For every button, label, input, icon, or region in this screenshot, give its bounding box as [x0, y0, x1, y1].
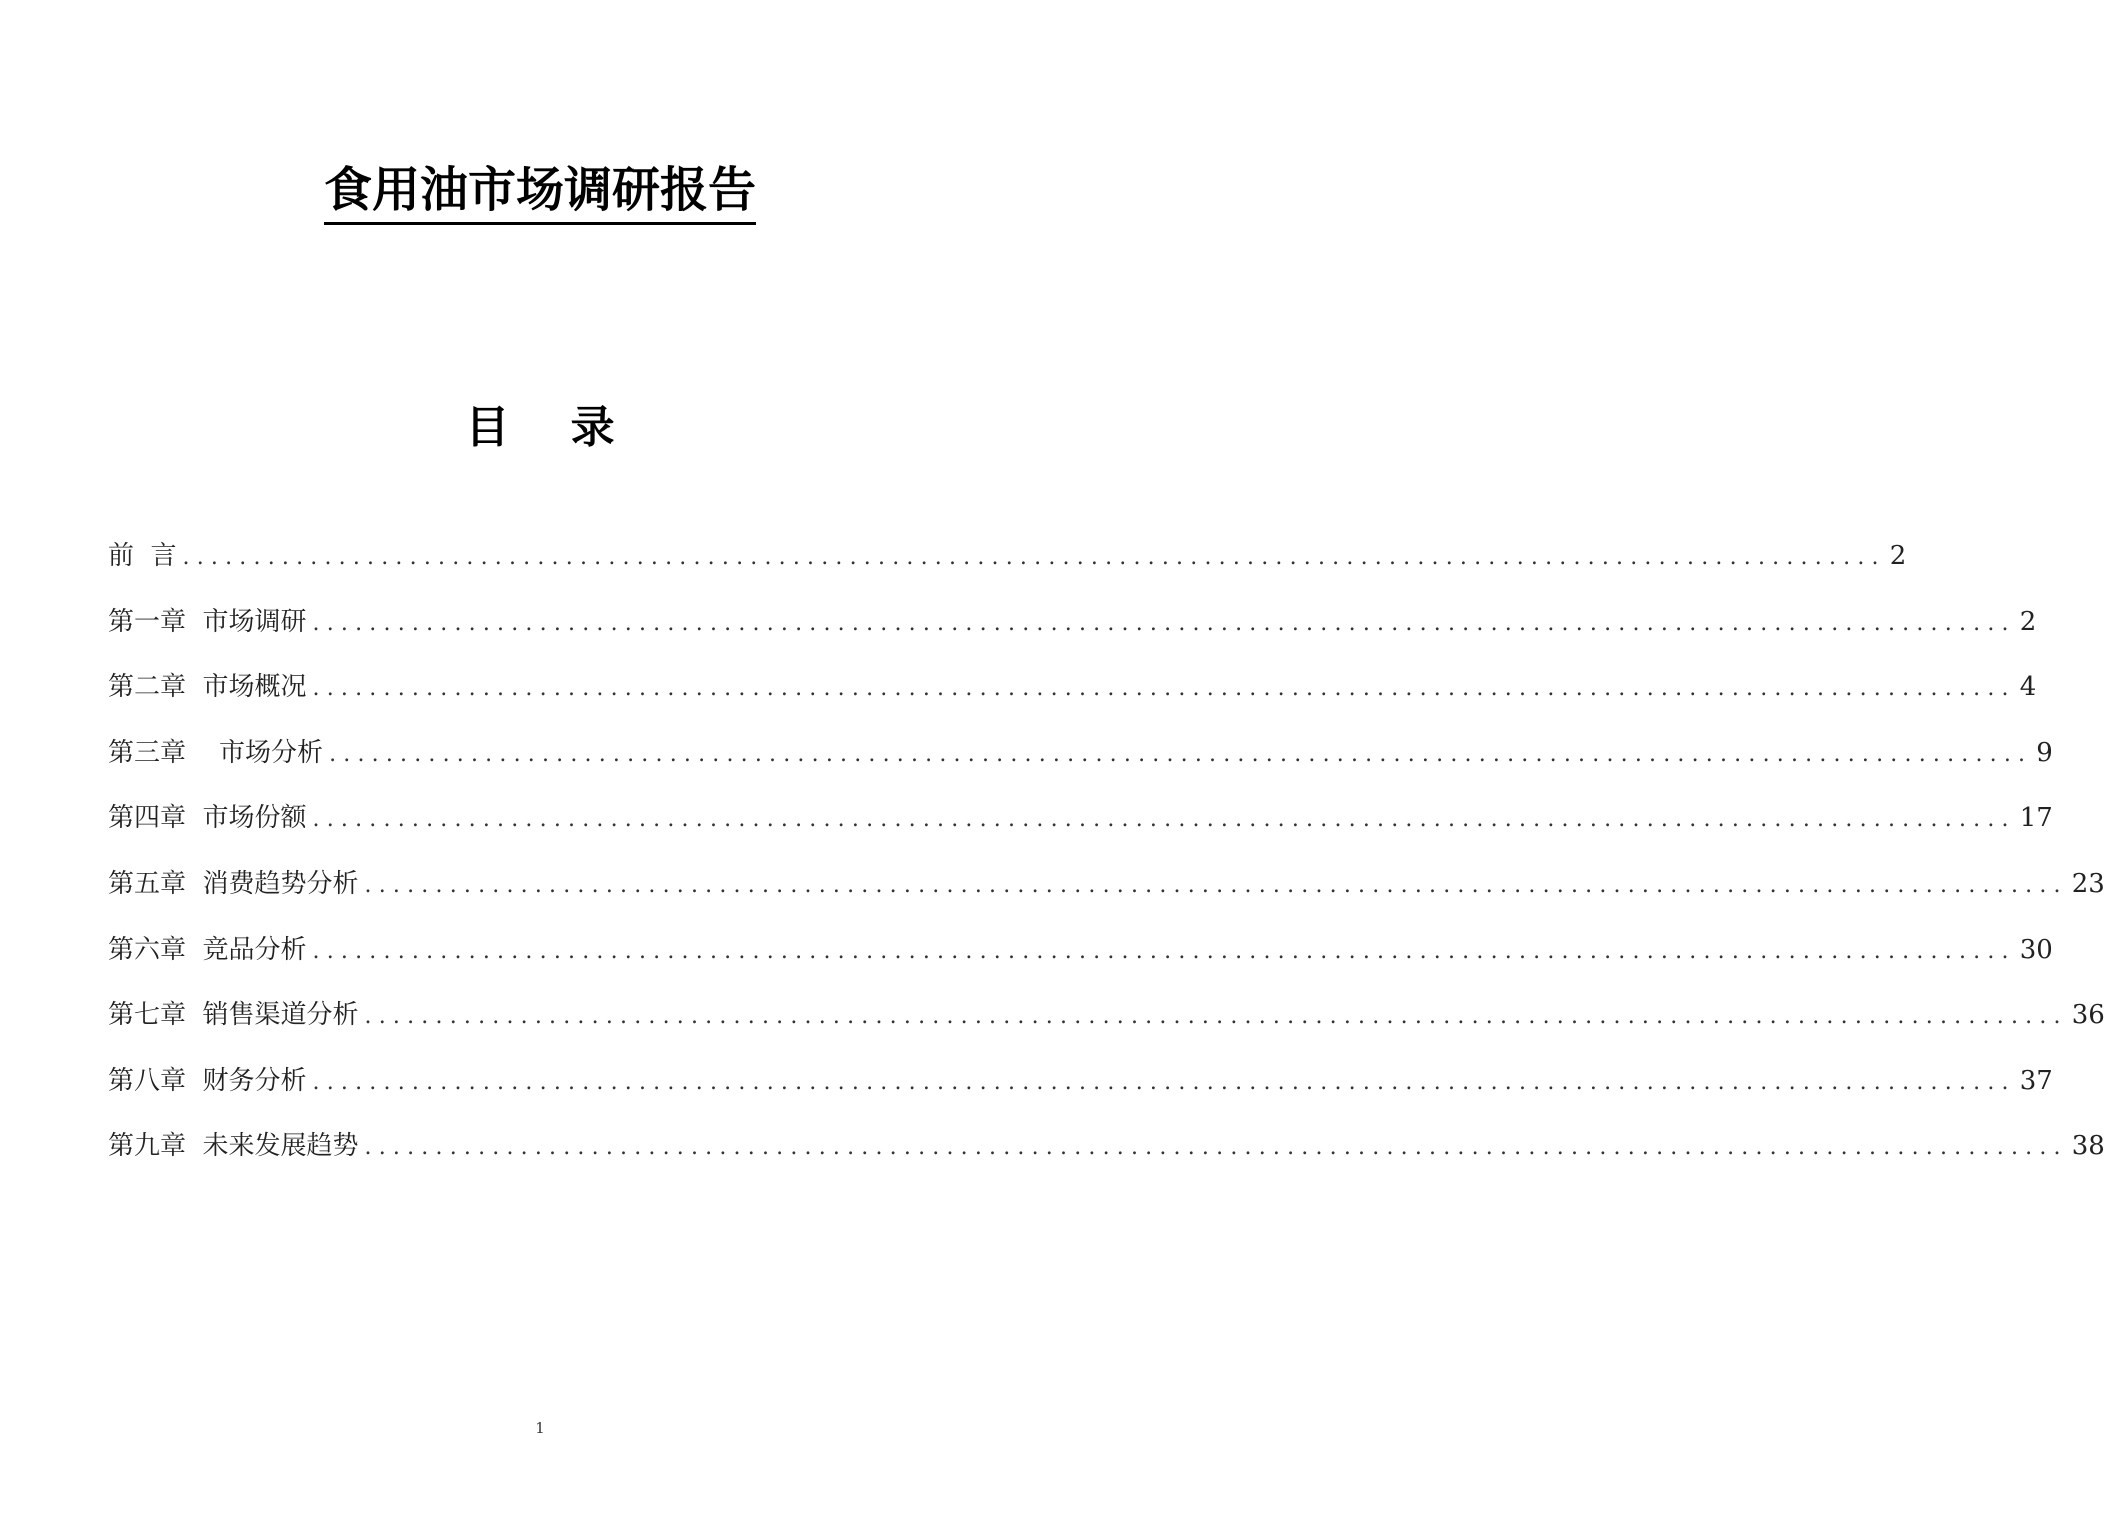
toc-entry-preface[interactable] [108, 532, 1907, 598]
toc-dot-leader: ........................................................................................................................ [312, 610, 2016, 636]
toc-entry-page: 23 [2071, 868, 2105, 899]
toc-entry-page: 17 [2019, 803, 2053, 834]
toc-entry-label: 第九章 未来发展趋势 [108, 1131, 359, 1162]
toc-entry-label: 第三章 市场分析 [108, 737, 324, 768]
toc-entry-page: 36 [2071, 1000, 2105, 1031]
toc-dot-leader: ........................................................................................................................ [364, 1004, 2068, 1030]
page-number: 1 [535, 1419, 545, 1437]
toc-dot-leader: ........................................................................................................................ [312, 676, 2016, 702]
toc-entry-label: 前 言 [108, 541, 177, 571]
toc-dot-leader: ........................................................................................................................ [364, 872, 2068, 898]
toc-entry-chapter-9[interactable] [108, 1122, 2105, 1188]
toc-entry-page: 37 [2019, 1065, 2053, 1096]
toc-entry-chapter-8[interactable] [108, 1057, 2053, 1123]
table-of-contents [108, 532, 2105, 1188]
toc-entry-chapter-4[interactable] [108, 794, 2053, 860]
toc-dot-leader: ........................................................................................................................ [312, 807, 2016, 833]
toc-entry-label: 第五章 消费趋势分析 [108, 868, 359, 899]
toc-dot-leader: ........................................................................................................................ [312, 938, 2016, 964]
toc-dot-leader: ........................................................................................................................ [364, 1135, 2068, 1161]
toc-entry-page: 2 [1889, 541, 1907, 571]
toc-entry-label: 第八章 财务分析 [108, 1065, 307, 1096]
toc-entry-page: 2 [2019, 606, 2037, 637]
toc-entry-page: 38 [2071, 1131, 2105, 1162]
document-title [0, 158, 1080, 225]
toc-entry-label: 第四章 市场份额 [108, 803, 307, 834]
toc-entry-chapter-1[interactable] [108, 598, 2037, 664]
toc-entry-chapter-5[interactable] [108, 860, 2105, 926]
toc-entry-page: 30 [2019, 934, 2053, 965]
toc-entry-chapter-3[interactable] [108, 729, 2053, 795]
toc-entry-page: 4 [2019, 672, 2037, 703]
toc-entry-label: 第二章 市场概况 [108, 672, 307, 703]
toc-dot-leader: ........................................................................................................................ [312, 1069, 2016, 1095]
toc-entry-chapter-2[interactable] [108, 663, 2037, 729]
toc-entry-label: 第六章 竞品分析 [108, 934, 307, 965]
document-title-text: 食用油市场调研报告 [324, 158, 756, 225]
toc-entry-chapter-7[interactable] [108, 991, 2105, 1057]
toc-entry-page: 9 [2036, 737, 2053, 768]
toc-entry-label: 第七章 销售渠道分析 [108, 1000, 359, 1031]
toc-heading: 目 录 [465, 402, 615, 453]
toc-dot-leader: ........................................................................................................................ [182, 545, 1886, 570]
toc-entry-label: 第一章 市场调研 [108, 606, 307, 637]
toc-dot-leader: ........................................................................................................................ [329, 741, 2033, 767]
toc-entry-chapter-6[interactable] [108, 926, 2053, 992]
